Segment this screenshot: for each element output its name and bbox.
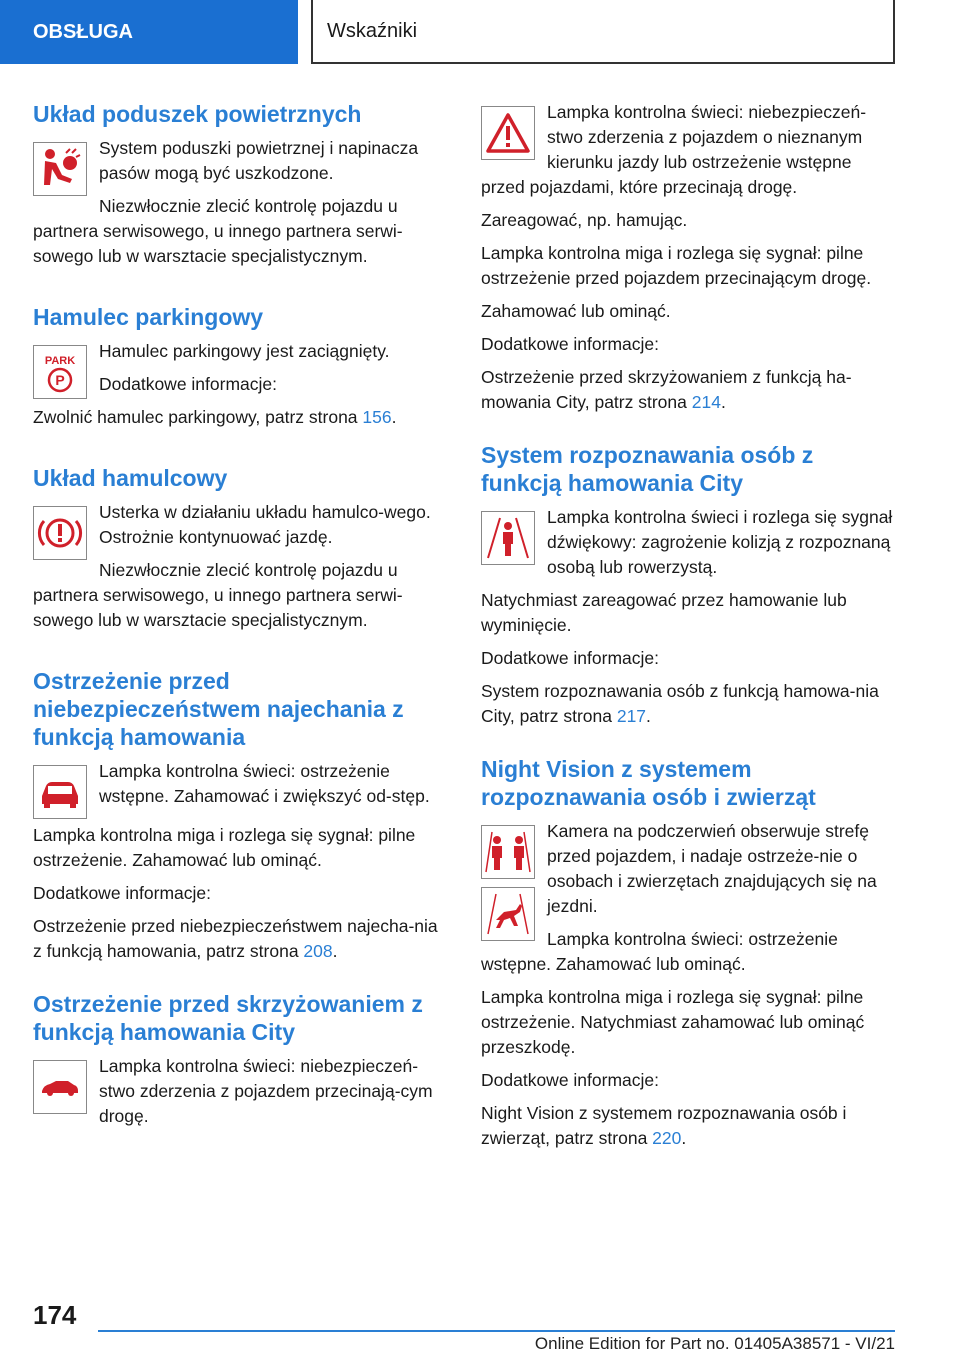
text-brake-2: Niezwłocznie zlecić kontrolę pojazdu u partnera serwisowego, u innego partnera serwi-sowego lub w warsztacie specjalistycznym. [33,560,403,630]
page-link-217[interactable]: 217 [616,706,647,726]
text-crossing-cont-1: Lampka kontrolna świeci: niebezpieczeń-stwo zderzenia z pojazdem o nieznanym kierunku jazdy lub ostrzeżenie wstępne przed pojazdami, które przecinają drogę. [481,102,867,197]
section-tab [0,0,298,64]
text-pedestrian-2: Natychmiast zareagować przez hamowanie lub wyminięcie. [481,590,847,635]
left-column [33,100,448,1163]
section-night-vision [481,755,896,1151]
page-number: 174 [33,1300,77,1330]
section-brake-system [33,464,448,641]
footer-edition: Online Edition for Part no. 01405A38571 - VI/21 [534,1334,895,1353]
page-link-208[interactable]: 208 [303,941,333,961]
text-parking-1: Hamulec parkingowy jest zaciągnięty. [99,341,390,361]
heading-collision-warning: Ostrzeżenie przed niebezpieczeństwem najechania z funkcją hamowania [33,668,404,750]
page-link-220[interactable]: 220 [652,1128,682,1148]
heading-parking-brake: Hamulec parkingowy [33,304,264,330]
text-night-1: Kamera na podczerwień obserwuje strefę przed pojazdem, i nadaje ostrzeże-nie o osobach i zwierzętach znajdujących się na jezdni. [547,821,877,916]
section-airbag [33,100,448,277]
heading-night-vision: Night Vision z systemem rozpoznawania osób i zwierząt [481,756,816,810]
heading-crossing-warning: Ostrzeżenie przed skrzyżowaniem z funkcją hamowania City [33,991,423,1045]
section-crossing-warning [33,990,448,1137]
warning-triangle-icon [481,106,535,160]
section-label: OBSŁUGA [33,20,133,43]
text-collision-3: Dodatkowe informacje: [33,883,211,903]
text-pedestrian-1: Lampka kontrolna świeci i rozlega się sygnał dźwiękowy: zagrożenie kolizją z rozpoznaną osobą lub rowerzystą. [547,507,893,577]
night-vision-icons [481,819,535,941]
persons-icon [481,825,535,879]
right-column [481,100,896,1177]
text-parking-2: Dodatkowe informacje: [99,374,277,394]
footer-divider [98,1330,895,1332]
page-link-214[interactable]: 214 [691,392,721,412]
brake-warning-icon [33,506,87,560]
park-icon [33,345,87,399]
chapter-tab [311,0,895,64]
section-collision-warning [33,667,448,964]
crossing-car-icon [33,1060,87,1114]
text-pedestrian-3: Dodatkowe informacje: [481,648,659,668]
park-icon-text: PARK [44,355,76,367]
pedestrian-icon [481,511,535,565]
section-pedestrian-detection [481,441,896,729]
text-parking-3: Zwolnić hamulec parkingowy, patrz strona 156. [33,407,397,427]
page-link-156[interactable]: 156 [362,407,392,427]
heading-pedestrian-detection: System rozpoznawania osób z funkcją hamowania City [481,442,814,496]
text-airbag-2: Niezwłocznie zlecić kontrolę pojazdu u partnera serwisowego, u innego partnera serwi-sowego lub w warsztacie specjalistycznym. [33,196,403,266]
text-collision-4: Ostrzeżenie przed niebezpieczeństwem najecha-nia z funkcją hamowania, patrz strona 208. [33,916,438,961]
animal-icon [481,887,535,941]
heading-brake-system: Układ hamulcowy [33,465,228,491]
text-crossing-1: Lampka kontrolna świeci: niebezpieczeń-stwo zderzenia z pojazdem przecinają-cym drogę. [99,1056,433,1126]
chapter-label: Wskaźniki [327,19,418,42]
text-crossing-cont-4: Zahamować lub ominąć. [481,301,671,321]
text-night-3: Lampka kontrolna miga i rozlega się sygnał: pilne ostrzeżenie. Natychmiast zahamować lub ominąć przeszkodę. [481,987,865,1057]
text-night-5: Night Vision z systemem rozpoznawania osób i zwierząt, patrz strona 220. [481,1103,847,1148]
car-front-icon [33,765,87,819]
text-collision-2: Lampka kontrolna miga i rozlega się sygnał: pilne ostrzeżenie. Zahamować lub ominąć. [33,825,416,870]
text-night-4: Dodatkowe informacje: [481,1070,659,1090]
text-pedestrian-4: System rozpoznawania osób z funkcją hamowa-nia City, patrz strona 217. [481,681,879,726]
heading-airbag: Układ poduszek powietrznych [33,101,362,127]
text-night-2: Lampka kontrolna świeci: ostrzeżenie wstępne. Zahamować lub ominąć. [481,929,838,974]
section-crossing-continued [481,100,896,415]
text-crossing-cont-2: Zareagować, np. hamując. [481,210,688,230]
svg-text:P: P [55,372,65,388]
text-crossing-cont-6: Ostrzeżenie przed skrzyżowaniem z funkcją ha-mowania City, patrz strona 214. [481,367,852,412]
text-brake-1: Usterka w działaniu układu hamulco-wego. Ostrożnie kontynuować jazdę. [99,502,431,547]
text-crossing-cont-5: Dodatkowe informacje: [481,334,659,354]
section-parking-brake [33,303,448,438]
text-crossing-cont-3: Lampka kontrolna miga i rozlega się sygnał: pilne ostrzeżenie przed pojazdem przecinającym drogę. [481,243,872,288]
airbag-icon [33,142,87,196]
text-airbag-1: System poduszki powietrznej i napinacza pasów mogą być uszkodzone. [99,138,419,183]
text-collision-1: Lampka kontrolna świeci: ostrzeżenie wstępne. Zahamować i zwiększyć od-stęp. [99,761,430,806]
